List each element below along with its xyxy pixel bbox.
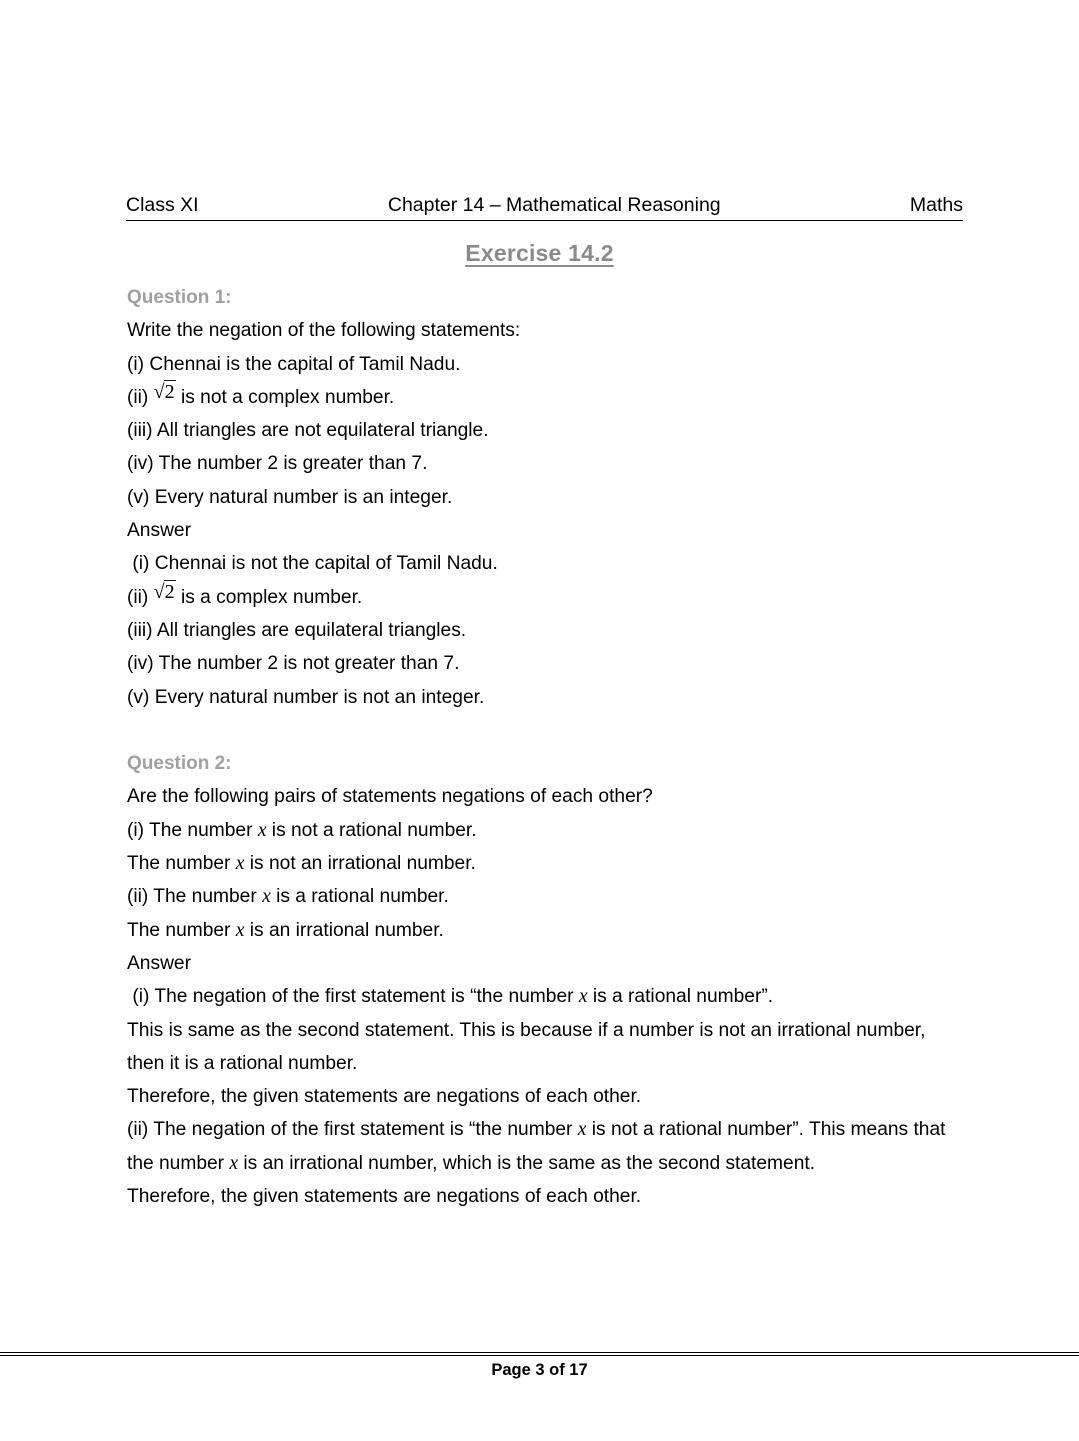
question-2-answer-label: Answer <box>127 952 191 974</box>
sqrt-radical: √2 <box>153 580 175 603</box>
variable-x: x <box>262 886 271 908</box>
question-2-answer-ii <box>127 1113 947 1180</box>
sqrt-radicand: 2 <box>164 580 175 603</box>
variable-x: x <box>578 986 588 1008</box>
answer-text-post: is a rational number”. <box>587 986 774 1008</box>
running-header <box>126 193 963 221</box>
item-label: The number <box>127 919 236 941</box>
variable-x: x <box>229 1152 239 1174</box>
header-class-label: Class XI <box>126 194 199 216</box>
page-number-label: Page 3 of 17 <box>491 1360 588 1379</box>
item-text: is not a complex number. <box>175 386 395 408</box>
question-2-item-ii <box>127 880 947 913</box>
item-text: is an irrational number. <box>244 919 444 941</box>
item-label: The number <box>127 853 236 875</box>
item-text: Chennai is not the capital of Tamil Nadu. <box>154 553 498 575</box>
footer-divider <box>0 1352 1079 1356</box>
question-1-item-iii <box>127 414 947 447</box>
answer-text-post: is an irrational number, which is the same as the second statement. <box>238 1152 816 1174</box>
question-1-answer-ii <box>127 581 947 614</box>
item-label: (iv) <box>127 453 159 475</box>
item-text: is a complex number. <box>175 586 363 608</box>
question-2-prompt: Are the following pairs of statements negations of each other? <box>127 786 653 808</box>
question-2-heading: Question 2: <box>127 753 232 775</box>
header-subject-label: Maths <box>909 194 963 216</box>
item-text: is not an irrational number. <box>244 853 476 875</box>
item-text: All triangles are not equilateral triangle. <box>156 420 489 442</box>
item-label: (iii) <box>127 420 157 442</box>
item-label: (i) <box>127 553 155 575</box>
question-2-item-i <box>127 814 947 847</box>
question-1-answer-v <box>127 681 947 714</box>
item-label: (v) <box>127 686 155 708</box>
item-text: All triangles are equilateral triangles. <box>156 619 467 641</box>
document-body <box>127 281 947 1213</box>
question-1-answer-iv <box>127 647 947 680</box>
item-text: is a rational number. <box>270 886 449 908</box>
sqrt-radicand: 2 <box>164 380 175 403</box>
answer-text-mid: is not a rational number”. This means that the number <box>127 1119 946 1174</box>
sqrt-radical: √2 <box>153 380 175 403</box>
answer-text-pre: (i) The negation of the first statement is “the number <box>127 986 579 1008</box>
item-label: (ii) <box>127 586 154 608</box>
item-text: Every natural number is not an integer. <box>154 686 485 708</box>
question-2-answer-i-conclusion: Therefore, the given statements are negations of each other. <box>127 1086 642 1108</box>
question-1-answer-iii <box>127 614 947 647</box>
item-label: (v) <box>127 486 155 508</box>
item-label: (ii) <box>127 386 154 408</box>
question-1-answer-i <box>127 547 947 580</box>
section-spacer <box>127 714 947 747</box>
exercise-title <box>0 240 1079 267</box>
question-2-item-ii-pair <box>127 914 947 947</box>
variable-x: x <box>257 819 267 841</box>
variable-x: x <box>235 853 245 875</box>
item-text: is not a rational number. <box>266 819 477 841</box>
answer-text-pre: (ii) The negation of the first statement is “the number <box>127 1119 578 1141</box>
question-1-item-iv <box>127 447 947 480</box>
item-label: (i) <box>127 353 150 375</box>
variable-x: x <box>577 1119 587 1141</box>
variable-x: x <box>235 919 245 941</box>
question-1-item-ii <box>127 381 947 414</box>
item-label: (iv) <box>127 653 159 675</box>
exercise-title-text: Exercise 14.2 <box>465 240 614 266</box>
item-label: (i) The number <box>127 819 258 841</box>
item-text: The number 2 is not greater than 7. <box>158 653 460 675</box>
item-label: (ii) The number <box>127 886 263 908</box>
running-footer <box>0 1352 1079 1380</box>
item-text: Chennai is the capital of Tamil Nadu. <box>149 353 461 375</box>
item-label: (iii) <box>127 619 157 641</box>
question-2-item-i-pair <box>127 847 947 880</box>
question-1-prompt: Write the negation of the following statements: <box>127 320 521 342</box>
question-2-answer-ii-conclusion: Therefore, the given statements are negations of each other. <box>127 1186 642 1208</box>
question-2-answer-i-explanation: This is same as the second statement. This is because if a number is not an irrational number, then it is a rational number. <box>127 1019 926 1074</box>
question-1-item-i <box>127 348 947 381</box>
header-chapter-title: Chapter 14 – Mathematical Reasoning <box>387 194 721 216</box>
question-2-answer-i <box>127 980 947 1013</box>
question-1-heading: Question 1: <box>127 287 232 308</box>
question-1-answer-label: Answer <box>127 520 191 542</box>
item-text: Every natural number is an integer. <box>154 486 453 508</box>
question-1-item-v <box>127 481 947 514</box>
item-text: The number 2 is greater than 7. <box>158 453 428 475</box>
